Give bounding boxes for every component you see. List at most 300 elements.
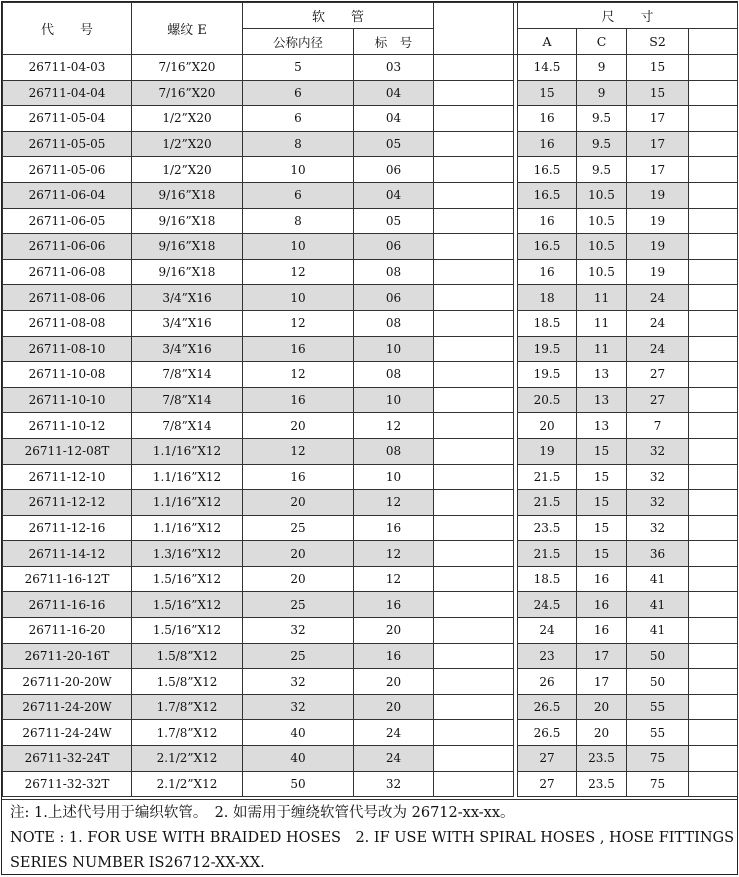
cell-thread: 1.7/8”X12 (132, 720, 243, 746)
cell-a: 18.5 (518, 310, 577, 336)
cell-thread: 7/16”X20 (132, 55, 243, 81)
cell-thread: 1.5/8”X12 (132, 643, 243, 669)
blank-cell (689, 413, 738, 439)
table-row (3, 413, 738, 439)
cell-mark: 12 (354, 490, 434, 516)
cell-mark: 06 (354, 234, 434, 260)
blank-cell (434, 438, 514, 464)
blank-cell (434, 746, 514, 772)
cell-mark: 08 (354, 310, 434, 336)
cell-a: 23 (518, 643, 577, 669)
cell-thread: 7/8”X14 (132, 387, 243, 413)
blank-cell (689, 387, 738, 413)
cell-code: 26711-24-20W (3, 694, 132, 720)
cell-mark: 20 (354, 694, 434, 720)
cell-mark: 16 (354, 515, 434, 541)
cell-a: 16 (518, 106, 577, 132)
cell-code: 26711-05-05 (3, 131, 132, 157)
header-hose-mark: 标 号 (354, 29, 434, 55)
table-row (3, 643, 738, 669)
cell-thread: 1/2”X20 (132, 106, 243, 132)
table-row (3, 234, 738, 260)
cell-s2: 41 (627, 592, 689, 618)
cell-code: 26711-32-32T (3, 771, 132, 797)
note-en-line2: SERIES NUMBER IS26712-XX-XX. (10, 855, 265, 871)
cell-mark: 12 (354, 413, 434, 439)
cell-mark: 10 (354, 336, 434, 362)
cell-c: 10.5 (577, 182, 627, 208)
blank-cell (689, 746, 738, 772)
cell-thread: 7/16”X20 (132, 80, 243, 106)
cell-s2: 41 (627, 618, 689, 644)
cell-thread: 1.1/16”X12 (132, 515, 243, 541)
blank-cell (434, 720, 514, 746)
cell-c: 13 (577, 362, 627, 388)
table-row (3, 618, 738, 644)
cell-id: 12 (243, 310, 354, 336)
cell-id: 50 (243, 771, 354, 797)
cell-code: 26711-08-08 (3, 310, 132, 336)
cell-thread: 3/4”X16 (132, 285, 243, 311)
cell-thread: 9/16”X18 (132, 234, 243, 260)
cell-c: 9.5 (577, 106, 627, 132)
cell-c: 9.5 (577, 131, 627, 157)
blank-cell (434, 515, 514, 541)
cell-mark: 06 (354, 285, 434, 311)
cell-mark: 20 (354, 669, 434, 695)
cell-c: 23.5 (577, 771, 627, 797)
cell-thread: 1.5/16”X12 (132, 618, 243, 644)
cell-code: 26711-12-12 (3, 490, 132, 516)
cell-c: 16 (577, 566, 627, 592)
cell-id: 10 (243, 234, 354, 260)
table-row (3, 259, 738, 285)
cell-id: 20 (243, 566, 354, 592)
cell-id: 12 (243, 259, 354, 285)
cell-mark: 24 (354, 720, 434, 746)
blank-cell (689, 106, 738, 132)
cell-code: 26711-10-08 (3, 362, 132, 388)
cell-mark: 32 (354, 771, 434, 797)
cell-s2: 55 (627, 720, 689, 746)
table-row (3, 746, 738, 772)
cell-a: 23.5 (518, 515, 577, 541)
cell-thread: 1.3/16”X12 (132, 541, 243, 567)
cell-id: 20 (243, 541, 354, 567)
blank-cell (434, 362, 514, 388)
blank-cell (434, 592, 514, 618)
cell-s2: 27 (627, 387, 689, 413)
table-row (3, 387, 738, 413)
cell-mark: 24 (354, 746, 434, 772)
cell-a: 16 (518, 208, 577, 234)
blank-cell (434, 80, 514, 106)
cell-a: 24 (518, 618, 577, 644)
cell-id: 20 (243, 490, 354, 516)
cell-code: 26711-04-04 (3, 80, 132, 106)
cell-c: 9 (577, 80, 627, 106)
blank-cell (434, 669, 514, 695)
blank-cell (434, 336, 514, 362)
cell-s2: 75 (627, 771, 689, 797)
cell-c: 20 (577, 694, 627, 720)
cell-c: 17 (577, 669, 627, 695)
cell-id: 6 (243, 106, 354, 132)
cell-a: 16.5 (518, 157, 577, 183)
blank-cell (434, 413, 514, 439)
cell-s2: 19 (627, 182, 689, 208)
cell-c: 10.5 (577, 234, 627, 260)
cell-c: 11 (577, 310, 627, 336)
cell-thread: 1.5/16”X12 (132, 592, 243, 618)
cell-thread: 1/2”X20 (132, 131, 243, 157)
blank-cell (434, 464, 514, 490)
cell-s2: 75 (627, 746, 689, 772)
blank-cell (689, 694, 738, 720)
cell-thread: 2.1/2”X12 (132, 746, 243, 772)
blank-cell (689, 182, 738, 208)
cell-mark: 05 (354, 208, 434, 234)
blank-cell (689, 234, 738, 260)
cell-thread: 1.5/8”X12 (132, 669, 243, 695)
blank-cell (689, 490, 738, 516)
cell-code: 26711-20-16T (3, 643, 132, 669)
cell-id: 20 (243, 413, 354, 439)
blank-cell (689, 131, 738, 157)
table-row (3, 208, 738, 234)
cell-mark: 16 (354, 643, 434, 669)
cell-a: 16.5 (518, 182, 577, 208)
cell-s2: 15 (627, 80, 689, 106)
cell-mark: 16 (354, 592, 434, 618)
blank-cell (434, 182, 514, 208)
blank-cell (434, 234, 514, 260)
blank-cell (689, 438, 738, 464)
cell-id: 25 (243, 643, 354, 669)
cell-s2: 7 (627, 413, 689, 439)
cell-thread: 7/8”X14 (132, 362, 243, 388)
cell-code: 26711-06-06 (3, 234, 132, 260)
cell-mark: 04 (354, 80, 434, 106)
blank-cell (689, 643, 738, 669)
table-row (3, 182, 738, 208)
cell-id: 40 (243, 746, 354, 772)
blank-cell (689, 55, 738, 81)
blank-cell (689, 259, 738, 285)
cell-s2: 24 (627, 285, 689, 311)
cell-mark: 12 (354, 566, 434, 592)
cell-c: 10.5 (577, 208, 627, 234)
cell-a: 19.5 (518, 336, 577, 362)
blank-cell (689, 362, 738, 388)
cell-a: 20.5 (518, 387, 577, 413)
table-row (3, 720, 738, 746)
table-row (3, 438, 738, 464)
cell-a: 27 (518, 746, 577, 772)
cell-s2: 15 (627, 55, 689, 81)
header-dims: 尺 寸 (518, 3, 738, 29)
table-row (3, 515, 738, 541)
table-row (3, 362, 738, 388)
cell-id: 32 (243, 618, 354, 644)
table-row (3, 566, 738, 592)
header-dim-blank (689, 29, 738, 55)
cell-c: 15 (577, 515, 627, 541)
table-row (3, 336, 738, 362)
blank-cell (689, 208, 738, 234)
cell-code: 26711-10-12 (3, 413, 132, 439)
cell-id: 10 (243, 157, 354, 183)
cell-s2: 17 (627, 131, 689, 157)
blank-cell (689, 771, 738, 797)
blank-cell (689, 80, 738, 106)
cell-c: 15 (577, 541, 627, 567)
cell-c: 17 (577, 643, 627, 669)
cell-c: 9 (577, 55, 627, 81)
header-code: 代 号 (3, 3, 132, 55)
cell-mark: 12 (354, 541, 434, 567)
cell-a: 16 (518, 131, 577, 157)
cell-id: 6 (243, 80, 354, 106)
blank-cell (434, 157, 514, 183)
cell-id: 12 (243, 438, 354, 464)
blank-cell (434, 106, 514, 132)
cell-thread: 1.5/16”X12 (132, 566, 243, 592)
blank-cell (434, 387, 514, 413)
cell-mark: 03 (354, 55, 434, 81)
cell-c: 10.5 (577, 259, 627, 285)
header-hose-id: 公称内径 (243, 29, 354, 55)
cell-s2: 17 (627, 106, 689, 132)
blank-cell (434, 643, 514, 669)
blank-cell (689, 618, 738, 644)
cell-mark: 06 (354, 157, 434, 183)
cell-thread: 9/16”X18 (132, 208, 243, 234)
note-en-line1: NOTE : 1. FOR USE WITH BRAIDED HOSES 2. IF USE WITH SPIRAL HOSES , HOSE FITTINGS (10, 830, 735, 846)
cell-id: 25 (243, 515, 354, 541)
cell-c: 20 (577, 720, 627, 746)
cell-s2: 19 (627, 234, 689, 260)
cell-c: 23.5 (577, 746, 627, 772)
table-row (3, 694, 738, 720)
cell-s2: 32 (627, 438, 689, 464)
note-cn: 注: 1.上述代号用于编织软管。 2. 如需用于缠绕软管代号改为 26712-xx-xx。 (10, 805, 515, 821)
blank-cell (434, 259, 514, 285)
cell-a: 21.5 (518, 464, 577, 490)
cell-id: 25 (243, 592, 354, 618)
cell-s2: 24 (627, 310, 689, 336)
cell-id: 6 (243, 182, 354, 208)
blank-cell (689, 310, 738, 336)
cell-mark: 10 (354, 464, 434, 490)
cell-c: 15 (577, 464, 627, 490)
cell-s2: 19 (627, 259, 689, 285)
table-row (3, 106, 738, 132)
cell-thread: 9/16”X18 (132, 259, 243, 285)
table-row (3, 669, 738, 695)
cell-id: 40 (243, 720, 354, 746)
cell-a: 26.5 (518, 720, 577, 746)
cell-a: 26 (518, 669, 577, 695)
cell-code: 26711-04-03 (3, 55, 132, 81)
cell-id: 10 (243, 285, 354, 311)
cell-code: 26711-16-16 (3, 592, 132, 618)
cell-a: 21.5 (518, 541, 577, 567)
cell-s2: 50 (627, 669, 689, 695)
cell-s2: 55 (627, 694, 689, 720)
table-row (3, 310, 738, 336)
blank-cell (434, 771, 514, 797)
cell-thread: 1.1/16”X12 (132, 438, 243, 464)
cell-code: 26711-05-06 (3, 157, 132, 183)
cell-mark: 04 (354, 106, 434, 132)
cell-code: 26711-06-04 (3, 182, 132, 208)
blank-cell (689, 285, 738, 311)
table-row (3, 490, 738, 516)
blank-cell (689, 157, 738, 183)
cell-thread: 9/16”X18 (132, 182, 243, 208)
blank-cell (434, 490, 514, 516)
cell-a: 18 (518, 285, 577, 311)
cell-a: 14.5 (518, 55, 577, 81)
cell-code: 26711-08-06 (3, 285, 132, 311)
cell-mark: 05 (354, 131, 434, 157)
cell-c: 16 (577, 618, 627, 644)
table-row (3, 285, 738, 311)
cell-code: 26711-20-20W (3, 669, 132, 695)
header-thread: 螺纹 E (132, 3, 243, 55)
cell-c: 11 (577, 285, 627, 311)
blank-cell (689, 720, 738, 746)
header-hose: 软 管 (243, 3, 434, 29)
cell-thread: 1.1/16”X12 (132, 490, 243, 516)
cell-c: 9.5 (577, 157, 627, 183)
cell-a: 20 (518, 413, 577, 439)
table-row (3, 80, 738, 106)
blank-cell (434, 541, 514, 567)
cell-c: 11 (577, 336, 627, 362)
cell-id: 16 (243, 336, 354, 362)
table-row (3, 771, 738, 797)
cell-s2: 36 (627, 541, 689, 567)
blank-cell (689, 566, 738, 592)
cell-a: 21.5 (518, 490, 577, 516)
cell-mark: 08 (354, 259, 434, 285)
cell-s2: 27 (627, 362, 689, 388)
blank-cell (434, 55, 514, 81)
blank-cell (434, 131, 514, 157)
cell-a: 18.5 (518, 566, 577, 592)
cell-id: 12 (243, 362, 354, 388)
blank-cell (689, 592, 738, 618)
cell-a: 19 (518, 438, 577, 464)
cell-s2: 32 (627, 515, 689, 541)
cell-c: 15 (577, 438, 627, 464)
cell-id: 16 (243, 464, 354, 490)
cell-s2: 19 (627, 208, 689, 234)
header-dim-s2: S2 (627, 29, 689, 55)
cell-a: 16 (518, 259, 577, 285)
blank-cell (434, 310, 514, 336)
spec-sheet (1, 1, 738, 875)
cell-code: 26711-16-12T (3, 566, 132, 592)
cell-s2: 32 (627, 464, 689, 490)
cell-mark: 04 (354, 182, 434, 208)
cell-code: 26711-12-08T (3, 438, 132, 464)
cell-a: 24.5 (518, 592, 577, 618)
cell-c: 13 (577, 387, 627, 413)
table-row (3, 464, 738, 490)
table-body (3, 55, 738, 797)
cell-id: 5 (243, 55, 354, 81)
blank-cell (434, 566, 514, 592)
cell-mark: 08 (354, 438, 434, 464)
cell-thread: 1.7/8”X12 (132, 694, 243, 720)
header-blank (434, 3, 514, 55)
cell-a: 19.5 (518, 362, 577, 388)
cell-thread: 1.1/16”X12 (132, 464, 243, 490)
cell-s2: 50 (627, 643, 689, 669)
header-dim-c: C (577, 29, 627, 55)
blank-cell (434, 694, 514, 720)
cell-code: 26711-06-08 (3, 259, 132, 285)
cell-s2: 32 (627, 490, 689, 516)
cell-c: 13 (577, 413, 627, 439)
blank-cell (689, 336, 738, 362)
cell-code: 26711-14-12 (3, 541, 132, 567)
cell-c: 15 (577, 490, 627, 516)
cell-code: 26711-12-16 (3, 515, 132, 541)
cell-code: 26711-12-10 (3, 464, 132, 490)
cell-mark: 20 (354, 618, 434, 644)
cell-code: 26711-32-24T (3, 746, 132, 772)
header-dim-a: A (518, 29, 577, 55)
cell-a: 15 (518, 80, 577, 106)
cell-id: 8 (243, 131, 354, 157)
cell-id: 8 (243, 208, 354, 234)
cell-mark: 10 (354, 387, 434, 413)
cell-thread: 2.1/2”X12 (132, 771, 243, 797)
blank-cell (434, 208, 514, 234)
blank-cell (689, 464, 738, 490)
cell-id: 16 (243, 387, 354, 413)
table-row (3, 592, 738, 618)
cell-code: 26711-16-20 (3, 618, 132, 644)
blank-cell (434, 285, 514, 311)
cell-s2: 41 (627, 566, 689, 592)
cell-a: 16.5 (518, 234, 577, 260)
cell-code: 26711-06-05 (3, 208, 132, 234)
cell-thread: 1/2”X20 (132, 157, 243, 183)
cell-code: 26711-24-24W (3, 720, 132, 746)
cell-code: 26711-10-10 (3, 387, 132, 413)
table-row (3, 55, 738, 81)
cell-c: 16 (577, 592, 627, 618)
table-row (3, 157, 738, 183)
cell-id: 32 (243, 669, 354, 695)
cell-id: 32 (243, 694, 354, 720)
table-row (3, 131, 738, 157)
cell-a: 26.5 (518, 694, 577, 720)
cell-mark: 08 (354, 362, 434, 388)
blank-cell (689, 515, 738, 541)
cell-code: 26711-08-10 (3, 336, 132, 362)
cell-thread: 7/8”X14 (132, 413, 243, 439)
cell-s2: 17 (627, 157, 689, 183)
table-row (3, 541, 738, 567)
fittings-table (2, 2, 738, 797)
cell-a: 27 (518, 771, 577, 797)
